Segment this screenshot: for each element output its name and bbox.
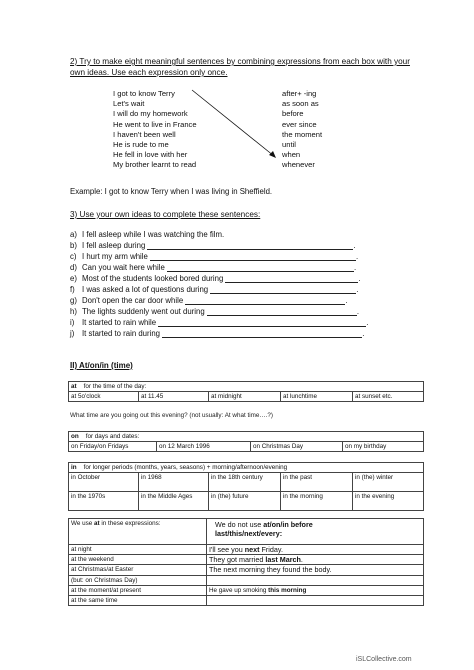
left-expression: I will do my homework	[113, 109, 188, 119]
connecting-arrow	[180, 86, 280, 166]
item-text: I fell asleep during	[82, 241, 146, 250]
right-head-keyword: at/on/in before	[263, 520, 313, 529]
at-example: at midnight	[209, 392, 281, 402]
in-example: in the past	[281, 473, 353, 492]
in-keyword: in	[71, 464, 77, 471]
sentence-item	[70, 285, 358, 294]
left-head-keyword: at	[93, 520, 100, 527]
expression-right	[207, 555, 424, 565]
in-example: in the 18th century	[209, 473, 281, 492]
expr-keyword: this morning	[268, 586, 307, 594]
item-text: It started to rain during	[82, 329, 161, 338]
expression-right	[207, 545, 424, 555]
expression-right	[207, 596, 424, 606]
on-example: on my birthday	[343, 442, 424, 452]
answer-line[interactable]	[207, 307, 360, 316]
right-expression: before	[282, 109, 304, 119]
at-example: at lunchtime	[281, 392, 353, 402]
at-table	[68, 381, 424, 402]
expr-text-post: Friday.	[259, 545, 283, 554]
at-description: for the time of the day:	[83, 383, 147, 390]
answer-line[interactable]	[167, 263, 357, 272]
item-letter: a)	[70, 230, 77, 239]
left-expression: He went to live in France	[113, 119, 197, 129]
item-text: The lights suddenly went out during	[82, 307, 205, 316]
expression-right	[207, 565, 424, 575]
item-letter: f)	[70, 285, 75, 294]
right-head-text-post: last/this/next/every:	[215, 529, 283, 538]
sentence-item	[70, 307, 359, 316]
right-expression: whenever	[282, 160, 315, 170]
sentence-item	[70, 241, 356, 250]
item-tail: .	[356, 252, 359, 261]
sentence-item	[70, 230, 224, 239]
in-example: in (the) winter	[353, 473, 424, 492]
in-description: for longer periods (months, years, seasons) + morning/afternoon/evening	[83, 464, 288, 471]
footer-watermark: iSLCollective.com	[356, 656, 412, 663]
item-letter: i)	[70, 318, 75, 327]
in-example: in October	[69, 473, 139, 492]
left-expression: Let's wait	[113, 99, 145, 109]
on-example: on Friday/on Fridays	[69, 442, 157, 452]
answer-line[interactable]	[210, 285, 359, 294]
answer-line[interactable]	[162, 329, 365, 338]
expression-left: at the weekend	[69, 555, 207, 565]
item-letter: b)	[70, 241, 77, 250]
item-tail: .	[353, 263, 357, 272]
on-table	[68, 431, 424, 452]
expression-left: (but: on Christmas Day)	[69, 575, 207, 585]
in-example: in 1968	[139, 473, 209, 492]
left-expression: I haven't been well	[113, 129, 176, 139]
at-header	[69, 382, 424, 392]
sentence-item	[70, 329, 364, 338]
item-text: Don't open the car door while	[82, 296, 184, 305]
item-letter: g)	[70, 296, 77, 305]
item-text: It started to rain while	[82, 318, 157, 327]
sentence-item	[70, 274, 361, 283]
left-head-text-post: in these expressions:	[99, 520, 161, 527]
answer-line[interactable]	[150, 252, 359, 261]
left-head-text: We use	[71, 520, 94, 527]
expression-left: at the moment/at present	[69, 585, 207, 595]
left-expression: He fell in love with her	[113, 150, 188, 160]
item-letter: h)	[70, 307, 77, 316]
right-expression: as soon as	[282, 99, 319, 109]
left-expression: He is rude to me	[113, 140, 169, 150]
item-text: I fell asleep while I was watching the film.	[82, 230, 225, 239]
right-expression: until	[282, 140, 296, 150]
item-letter: c)	[70, 252, 77, 261]
on-keyword: on	[71, 433, 79, 440]
right-expression: when	[282, 150, 301, 160]
sentence-item	[70, 252, 358, 261]
in-table	[68, 462, 424, 511]
right-head-text: We do not use	[215, 520, 264, 529]
on-description: for days and dates:	[85, 433, 140, 440]
item-tail: .	[345, 296, 348, 305]
at-example: at 5o'clock	[69, 392, 139, 402]
item-tail: .	[356, 285, 359, 294]
item-letter: e)	[70, 274, 77, 283]
expr-text: I'll see you	[209, 545, 245, 554]
at-note: What time are you going out this evening? (not usually: At what time….?)	[70, 412, 274, 419]
expr-text: The next morning they found the body.	[209, 565, 332, 575]
answer-line[interactable]	[185, 296, 348, 305]
item-text: Most of the students looked bored during	[82, 274, 224, 283]
expressions-left-head	[69, 519, 207, 545]
item-tail: .	[366, 318, 369, 327]
item-tail: .	[358, 274, 361, 283]
answer-line[interactable]	[158, 318, 369, 327]
item-text: I was asked a lot of questions during	[82, 285, 209, 294]
in-header	[69, 463, 424, 473]
at-keyword: at	[71, 383, 77, 390]
item-tail: .	[362, 329, 365, 338]
left-expression: My brother learnt to read	[113, 160, 197, 170]
expr-keyword: last March	[265, 555, 301, 565]
expr-text: They got married	[209, 555, 266, 565]
expression-right	[207, 585, 424, 595]
at-example: at sunset etc.	[353, 392, 424, 402]
on-header	[69, 432, 424, 442]
in-example: in the morning	[281, 492, 353, 511]
on-example: on 12 March 1996	[157, 442, 251, 452]
at-example: at 11.45	[139, 392, 209, 402]
on-example: on Christmas Day	[251, 442, 343, 452]
expr-text: He gave up smoking	[209, 586, 269, 594]
answer-line[interactable]	[147, 241, 356, 250]
right-expression: after+ -ing	[282, 89, 317, 98]
expression-left: at Christmas/at Easter	[69, 565, 207, 575]
expression-right	[207, 575, 424, 585]
expression-left: at night	[69, 545, 207, 555]
section-II-title: II) At/on/in (time)	[70, 361, 133, 370]
section-2-title: 2) Try to make eight meaningful sentences by combining expressions from each box with your own ideas. Use each expression only once.	[70, 57, 410, 77]
sentence-item	[70, 296, 348, 305]
example-sentence: Example: I got to know Terry when I was living in Sheffield.	[70, 187, 273, 196]
sentence-item	[70, 318, 368, 327]
expression-left: at the same time	[69, 596, 207, 606]
item-tail: .	[356, 307, 360, 316]
right-expressions-list	[282, 89, 322, 171]
item-tail: .	[353, 241, 356, 250]
item-letter: d)	[70, 263, 77, 272]
left-expression: I got to know Terry	[113, 89, 175, 98]
in-example: in the evening	[353, 492, 424, 511]
right-expression: ever since	[282, 119, 317, 129]
section-3-title: 3) Use your own ideas to complete these sentences:	[70, 210, 261, 219]
answer-line[interactable]	[225, 274, 361, 283]
in-example: in (the) future	[209, 492, 281, 511]
in-example: in the Middle Ages	[139, 492, 209, 511]
expr-keyword: next	[244, 545, 260, 554]
item-text: I hurt my arm while	[82, 252, 148, 261]
item-text: Can you wait here while	[82, 263, 165, 272]
expressions-right-head	[207, 519, 424, 545]
expressions-table	[68, 518, 424, 606]
right-expression: the moment	[282, 129, 323, 139]
sentence-item	[70, 263, 356, 272]
in-example: in the 1970s	[69, 492, 139, 511]
item-letter: j)	[70, 329, 75, 338]
expr-text-post: .	[300, 555, 303, 565]
